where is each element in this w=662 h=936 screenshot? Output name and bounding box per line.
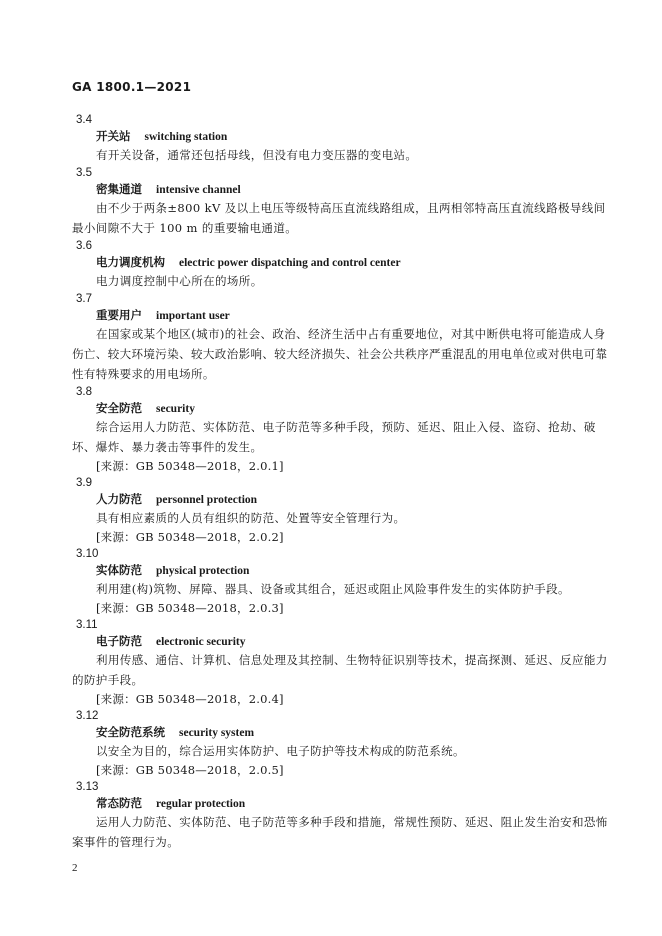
term-entry	[72, 546, 612, 617]
term-entry	[72, 238, 612, 291]
term-number: 3.9	[76, 477, 92, 489]
term-name-zh: 电子防范	[96, 634, 142, 648]
term-definition: 综合运用人力防范、实体防范、电子防范等多种手段，预防、延迟、阻止入侵、盗窃、抢劫、破坏、爆炸、暴力袭击等事件的发生。	[72, 420, 596, 454]
term-definition: 运用人力防范、实体防范、电子防范等多种手段和措施，常规性预防、延迟、阻止发生治安和恐怖案事件的管理行为。	[72, 815, 608, 849]
term-name-en: physical protection	[156, 565, 250, 577]
term-number: 3.12	[76, 710, 99, 722]
term-entry	[72, 165, 612, 238]
term-number: 3.11	[76, 619, 98, 631]
term-entry	[72, 384, 612, 475]
term-title	[96, 128, 612, 145]
term-definition: 具有相应素质的人员有组织的防范、处置等安全管理行为。	[96, 511, 406, 525]
term-title	[96, 795, 612, 812]
term-source: [来源：GB 50348—2018，2.0.2]	[96, 530, 284, 544]
page-number: 2	[72, 862, 78, 874]
term-name-zh: 重要用户	[96, 308, 142, 322]
term-number: 3.7	[76, 293, 92, 305]
term-name-zh: 安全防范	[96, 401, 142, 415]
term-title	[96, 307, 612, 324]
term-name-zh: 常态防范	[96, 796, 142, 810]
term-entry	[72, 779, 612, 852]
term-name-zh: 开关站	[96, 129, 131, 143]
term-definition: 电力调度控制中心所在的场所。	[96, 274, 263, 288]
term-name-en: electronic security	[156, 636, 246, 648]
term-name-en: personnel protection	[156, 494, 258, 506]
term-title	[96, 254, 612, 271]
term-name-zh: 实体防范	[96, 563, 142, 577]
term-entry	[72, 475, 612, 546]
term-source: [来源：GB 50348—2018，2.0.5]	[96, 763, 284, 777]
term-name-en: switching station	[144, 131, 228, 143]
term-entry	[72, 112, 612, 165]
term-title	[96, 491, 612, 508]
term-definition: 由不少于两条±800 kV 及以上电压等级特高压直流线路组成，且两相邻特高压直流线路极导线间最小间隙不大于 100 m 的重要输电通道。	[72, 201, 606, 235]
term-name-zh: 人力防范	[96, 492, 142, 506]
term-title	[96, 562, 612, 579]
term-definition: 以安全为目的，综合运用实体防护、电子防护等技术构成的防范系统。	[96, 744, 465, 758]
term-name-en: intensive channel	[156, 184, 241, 196]
term-number: 3.8	[76, 386, 92, 398]
term-source: [来源：GB 50348—2018，2.0.3]	[96, 601, 284, 615]
term-definition: 利用建(构)筑物、屏障、器具、设备或其组合，延迟或阻止风险事件发生的实体防护手段。	[96, 582, 570, 596]
term-name-en: security system	[179, 727, 255, 739]
term-number: 3.10	[76, 548, 99, 560]
term-source: [来源：GB 50348—2018，2.0.4]	[96, 692, 284, 706]
term-name-en: security	[156, 403, 195, 415]
term-number: 3.5	[76, 167, 92, 179]
term-name-en: important user	[156, 310, 230, 322]
term-number: 3.13	[76, 781, 99, 793]
document-header: GA 1800.1—2021	[72, 80, 192, 94]
term-name-zh: 电力调度机构	[96, 255, 165, 269]
term-name-zh: 安全防范系统	[96, 725, 165, 739]
term-source: [来源：GB 50348—2018，2.0.1]	[96, 459, 284, 473]
term-definition: 有开关设备，通常还包括母线，但没有电力变压器的变电站。	[96, 148, 418, 162]
term-title	[96, 181, 612, 198]
term-name-zh: 密集通道	[96, 182, 142, 196]
term-title	[96, 633, 612, 650]
term-title	[96, 400, 612, 417]
term-entry	[72, 708, 612, 779]
term-name-en: regular protection	[156, 798, 246, 810]
term-number: 3.4	[76, 114, 92, 126]
term-definition: 在国家或某个地区(城市)的社会、政治、经济生活中占有重要地位，对其中断供电将可能造成人身伤亡、较大环境污染、较大政治影响、较大经济损失、社会公共秩序严重混乱的用电单位或对供电可靠性有特殊要求的用电场所。	[72, 327, 608, 381]
term-entry	[72, 617, 612, 708]
term-entry	[72, 291, 612, 384]
terms-list	[72, 112, 612, 852]
term-number: 3.6	[76, 240, 92, 252]
term-name-en: electric power dispatching and control center	[179, 257, 401, 269]
term-title	[96, 724, 612, 741]
term-definition: 利用传感、通信、计算机、信息处理及其控制、生物特征识别等技术，提高探测、延迟、反应能力的防护手段。	[72, 653, 608, 687]
